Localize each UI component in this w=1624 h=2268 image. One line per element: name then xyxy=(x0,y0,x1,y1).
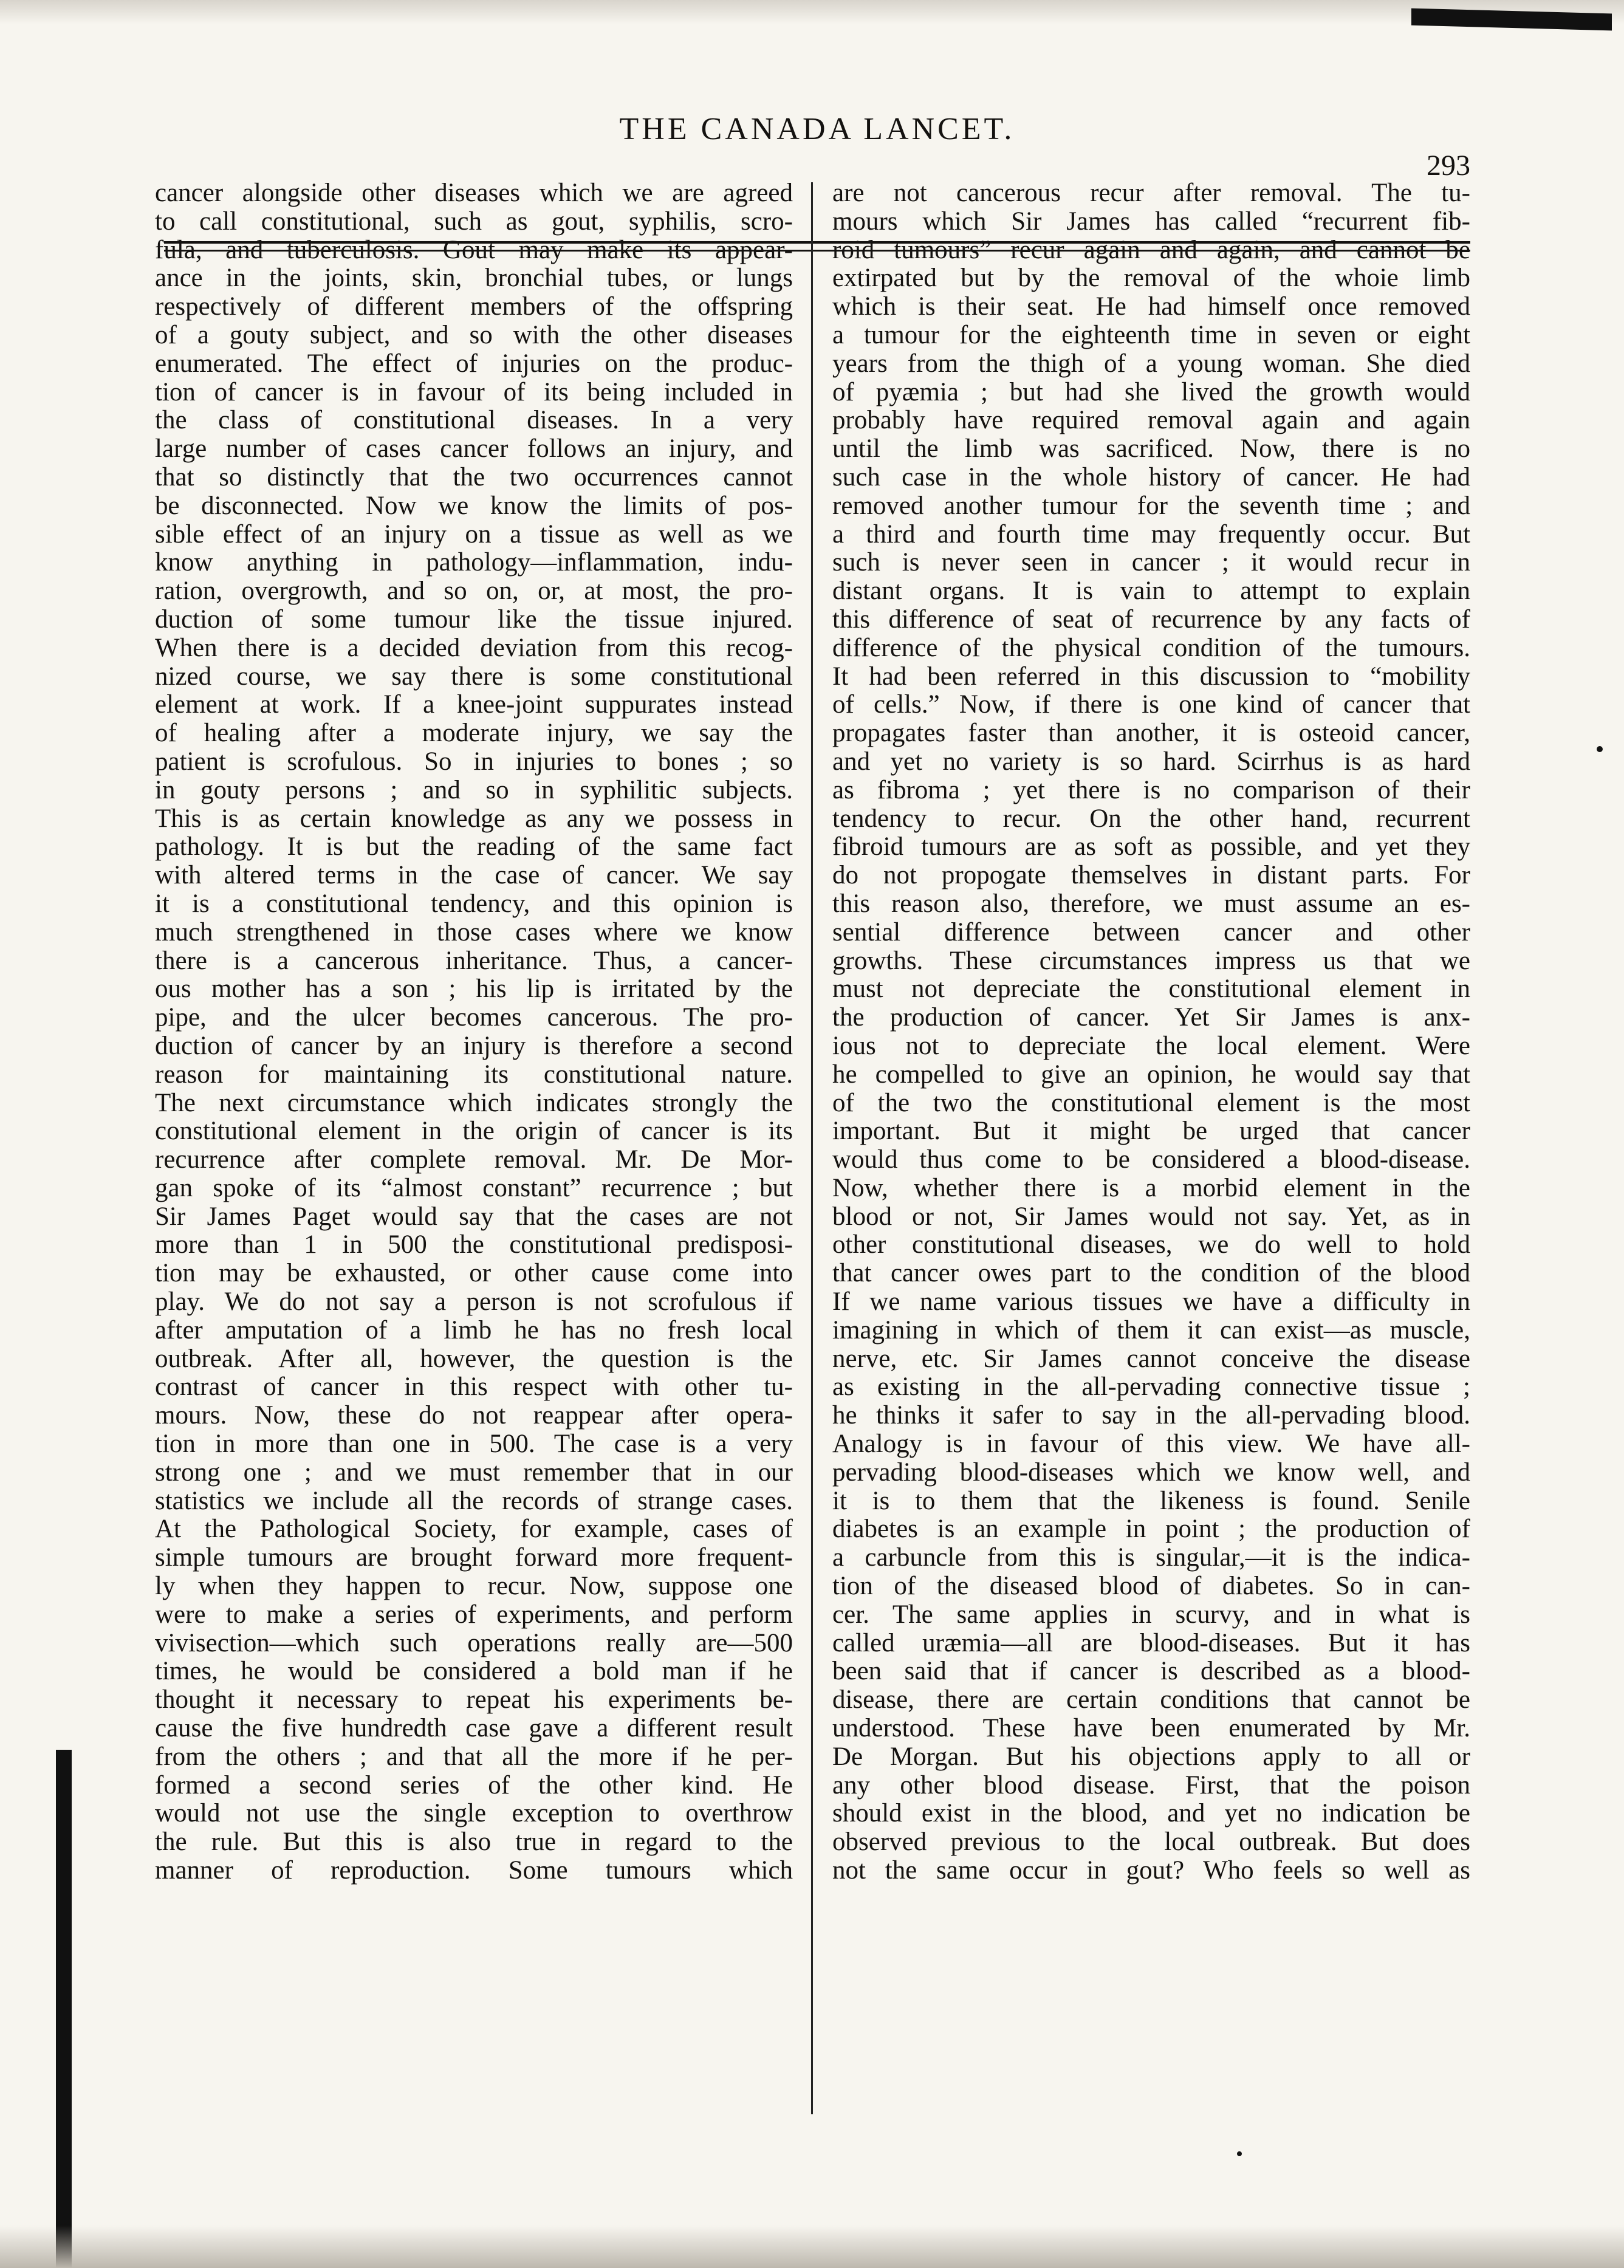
text-line: he compelled to give an opinion, he would say that xyxy=(832,1060,1470,1089)
text-line: The next circumstance which indicates strongly the xyxy=(155,1088,793,1117)
text-line: reason for maintaining its constitutional nature. xyxy=(155,1060,793,1089)
text-line: formed a second series of the other kind. He xyxy=(155,1770,793,1800)
text-line: sential difference between cancer and other xyxy=(832,917,1470,947)
text-line: this reason also, therefore, we must assume an es- xyxy=(832,889,1470,918)
text-line: from the others ; and that all the more if he per- xyxy=(155,1742,793,1771)
text-line: growths. These circumstances impress us that we xyxy=(832,946,1470,975)
text-line: this difference of seat of recurrence by any facts of xyxy=(832,605,1470,634)
text-line: cancer alongside other diseases which we are agreed xyxy=(155,179,793,207)
text-line: Analogy is in favour of this view. We have all- xyxy=(832,1430,1470,1459)
text-line: ance in the joints, skin, bronchial tubes, or lungs xyxy=(155,264,793,293)
text-line: nized course, we say there is some constitutional xyxy=(155,662,793,691)
text-line: If we name various tissues we have a difficulty in xyxy=(832,1287,1470,1317)
text-line: be disconnected. Now we know the limits of pos- xyxy=(155,491,793,520)
text-line: must not depreciate the constitutional element in xyxy=(832,975,1470,1004)
text-line: vivisection—which such operations really are—500 xyxy=(155,1628,793,1657)
text-line: that cancer owes part to the condition of the blood xyxy=(832,1259,1470,1288)
text-line: such case in the whole history of cancer. He had xyxy=(832,462,1470,492)
text-line: probably have required removal again and again xyxy=(832,406,1470,435)
text-line: tion may be exhausted, or other cause come into xyxy=(155,1259,793,1288)
text-line: constitutional element in the origin of cancer is its xyxy=(155,1117,793,1146)
text-line: patient is scrofulous. So in injuries to bones ; so xyxy=(155,747,793,776)
text-line: any other blood disease. First, that the poison xyxy=(832,1770,1470,1800)
column-divider xyxy=(811,182,813,2114)
text-line: a third and fourth time may frequently occur. But xyxy=(832,519,1470,549)
text-line: of pyæmia ; but had she lived the growth would xyxy=(832,377,1470,406)
text-line: of the two the constitutional element is the most xyxy=(832,1088,1470,1117)
text-line: manner of reproduction. Some tumours which xyxy=(155,1856,793,1885)
text-line: the production of cancer. Yet Sir James is anx- xyxy=(832,1003,1470,1032)
text-line: ious not to depreciate the local element. Were xyxy=(832,1031,1470,1060)
text-line: Sir James Paget would say that the cases are not xyxy=(155,1202,793,1231)
text-line: fula, and tuberculosis. Gout may make its appear- xyxy=(155,235,793,264)
text-line: recurrence after complete removal. Mr. De Mor- xyxy=(155,1145,793,1174)
text-line: of a gouty subject, and so with the other diseases xyxy=(155,320,793,349)
text-line: sible effect of an injury on a tissue as well as we xyxy=(155,519,793,549)
text-line: much strengthened in those cases where we know xyxy=(155,917,793,947)
text-line: tion of cancer is in favour of its being included in xyxy=(155,377,793,406)
text-line: that so distinctly that the two occurrences cannot xyxy=(155,462,793,492)
text-line: called uræmia—all are blood-diseases. But it has xyxy=(832,1628,1470,1657)
article-body xyxy=(155,179,1470,2123)
text-line: to call constitutional, such as gout, syphilis, scro- xyxy=(155,207,793,236)
text-line: pervading blood-diseases which we know well, and xyxy=(832,1458,1470,1487)
text-line: respectively of different members of the offspring xyxy=(155,292,793,321)
text-line: distant organs. It is vain to attempt to explain xyxy=(832,577,1470,606)
text-line: thought it necessary to repeat his experiments be- xyxy=(155,1685,793,1715)
text-line: At the Pathological Society, for example, cases of xyxy=(155,1515,793,1544)
text-line: imagining in which of them it can exist—as muscle, xyxy=(832,1315,1470,1345)
text-line: such is never seen in cancer ; it would recur in xyxy=(832,548,1470,577)
text-line: gan spoke of its “almost constant” recurrence ; but xyxy=(155,1173,793,1202)
text-line: pipe, and the ulcer becomes cancerous. The pro- xyxy=(155,1003,793,1032)
text-line: observed previous to the local outbreak. But does xyxy=(832,1828,1470,1857)
text-line: tendency to recur. On the other hand, recurrent xyxy=(832,804,1470,833)
page-edge-shadow xyxy=(0,0,1624,24)
text-line: it is a constitutional tendency, and this opinion is xyxy=(155,889,793,918)
text-line: a tumour for the eighteenth time in seven or eight xyxy=(832,320,1470,349)
text-line: ration, overgrowth, and so on, or, at most, the pro- xyxy=(155,577,793,606)
text-line: would thus come to be considered a blood-disease. xyxy=(832,1145,1470,1174)
text-line: understood. These have been enumerated by Mr. xyxy=(832,1714,1470,1743)
text-line: of cells.” Now, if there is one kind of cancer that xyxy=(832,690,1470,719)
text-line: nerve, etc. Sir James cannot conceive the disease xyxy=(832,1344,1470,1373)
ink-speck xyxy=(1237,2151,1242,2156)
text-line: the class of constitutional diseases. In a very xyxy=(155,406,793,435)
text-line: removed another tumour for the seventh time ; and xyxy=(832,491,1470,520)
text-line: a carbuncle from this is singular,—it is the indica- xyxy=(832,1543,1470,1572)
text-line: tion in more than one in 500. The case is a very xyxy=(155,1430,793,1459)
text-line: ous mother has a son ; his lip is irritated by the xyxy=(155,975,793,1004)
text-line: of healing after a moderate injury, we say the xyxy=(155,719,793,748)
text-line: it is to them that the likeness is found. Senile xyxy=(832,1486,1470,1515)
text-line: disease, there are certain conditions that cannot be xyxy=(832,1685,1470,1715)
text-line: other constitutional diseases, we do well to hold xyxy=(832,1230,1470,1259)
text-line: after amputation of a limb he has no fresh local xyxy=(155,1315,793,1345)
text-line: strong one ; and we must remember that in our xyxy=(155,1458,793,1487)
text-line: until the limb was sacrificed. Now, there is no xyxy=(832,434,1470,464)
text-line: extirpated but by the removal of the whoie limb xyxy=(832,264,1470,293)
text-line: enumerated. The effect of injuries on the produc- xyxy=(155,349,793,378)
text-line: years from the thigh of a young woman. She died xyxy=(832,349,1470,378)
text-line: roid tumours” recur again and again, and cannot be xyxy=(832,235,1470,264)
text-line: with altered terms in the case of cancer. We say xyxy=(155,861,793,890)
text-line: as fibroma ; yet there is no comparison of their xyxy=(832,775,1470,804)
text-line: element at work. If a knee-joint suppurates instead xyxy=(155,690,793,719)
text-line: in gouty persons ; and so in syphilitic subjects. xyxy=(155,775,793,804)
text-line: De Morgan. But his objections apply to all or xyxy=(832,1742,1470,1771)
text-line: know anything in pathology—inflammation, indu- xyxy=(155,548,793,577)
right-column xyxy=(832,179,1470,1885)
text-line: ly when they happen to recur. Now, suppose one xyxy=(155,1572,793,1601)
page-header xyxy=(164,106,1470,182)
text-line: outbreak. After all, however, the question is the xyxy=(155,1344,793,1373)
text-line: statistics we include all the records of strange cases. xyxy=(155,1486,793,1515)
text-line: blood or not, Sir James would not say. Yet, as in xyxy=(832,1202,1470,1231)
text-line: propagates faster than another, it is osteoid cancer, xyxy=(832,719,1470,748)
left-column xyxy=(155,179,793,1885)
text-line: duction of some tumour like the tissue injured. xyxy=(155,605,793,634)
text-line: diabetes is an example in point ; the production of xyxy=(832,1515,1470,1544)
page-number: 293 xyxy=(1427,149,1470,182)
text-line: were to make a series of experiments, and perform xyxy=(155,1600,793,1629)
text-line: fibroid tumours are as soft as possible, and yet they xyxy=(832,832,1470,862)
text-line: which is their seat. He had himself once removed xyxy=(832,292,1470,321)
text-line: times, he would be considered a bold man if he xyxy=(155,1657,793,1686)
text-line: he thinks it safer to say in the all-pervading blood. xyxy=(832,1401,1470,1430)
text-line: the rule. But this is also true in regard to the xyxy=(155,1828,793,1857)
text-line: It had been referred in this discussion to “mobility xyxy=(832,662,1470,691)
text-line: are not cancerous recur after removal. The tu- xyxy=(832,179,1470,207)
text-line: tion of the diseased blood of diabetes. So in can- xyxy=(832,1572,1470,1601)
text-line: do not propogate themselves in distant parts. For xyxy=(832,861,1470,890)
text-line: would not use the single exception to overthrow xyxy=(155,1799,793,1828)
text-line: When there is a decided deviation from this recog- xyxy=(155,633,793,662)
text-line: more than 1 in 500 the constitutional predisposi- xyxy=(155,1230,793,1259)
text-line: been said that if cancer is described as a blood- xyxy=(832,1657,1470,1686)
text-line: cause the five hundredth case gave a different result xyxy=(155,1714,793,1743)
running-title: THE CANADA LANCET. xyxy=(619,112,1015,146)
text-line: important. But it might be urged that cancer xyxy=(832,1117,1470,1146)
text-line: mours which Sir James has called “recurrent fib- xyxy=(832,207,1470,236)
text-line: difference of the physical condition of the tumours. xyxy=(832,633,1470,662)
text-line: and yet no variety is so hard. Scirrhus is as hard xyxy=(832,747,1470,776)
text-line: contrast of cancer in this respect with other tu- xyxy=(155,1372,793,1402)
text-line: play. We do not say a person is not scrofulous if xyxy=(155,1287,793,1317)
text-line: pathology. It is but the reading of the same fact xyxy=(155,832,793,862)
text-line: as existing in the all-pervading connective tissue ; xyxy=(832,1372,1470,1402)
margin-scan-bar xyxy=(56,1750,72,2268)
text-line: Now, whether there is a morbid element in the xyxy=(832,1173,1470,1202)
text-line: simple tumours are brought forward more frequent- xyxy=(155,1543,793,1572)
text-line: cer. The same applies in scurvy, and in what is xyxy=(832,1600,1470,1629)
page-edge-shadow xyxy=(0,2225,1624,2268)
ink-speck xyxy=(1597,746,1603,752)
text-line: not the same occur in gout? Who feels so well as xyxy=(832,1856,1470,1885)
text-line: there is a cancerous inheritance. Thus, a cancer- xyxy=(155,946,793,975)
text-line: mours. Now, these do not reappear after opera- xyxy=(155,1401,793,1430)
text-line: This is as certain knowledge as any we possess in xyxy=(155,804,793,833)
text-line: should exist in the blood, and yet no indication be xyxy=(832,1799,1470,1828)
text-line: duction of cancer by an injury is therefore a second xyxy=(155,1031,793,1060)
text-line: large number of cases cancer follows an injury, and xyxy=(155,434,793,464)
